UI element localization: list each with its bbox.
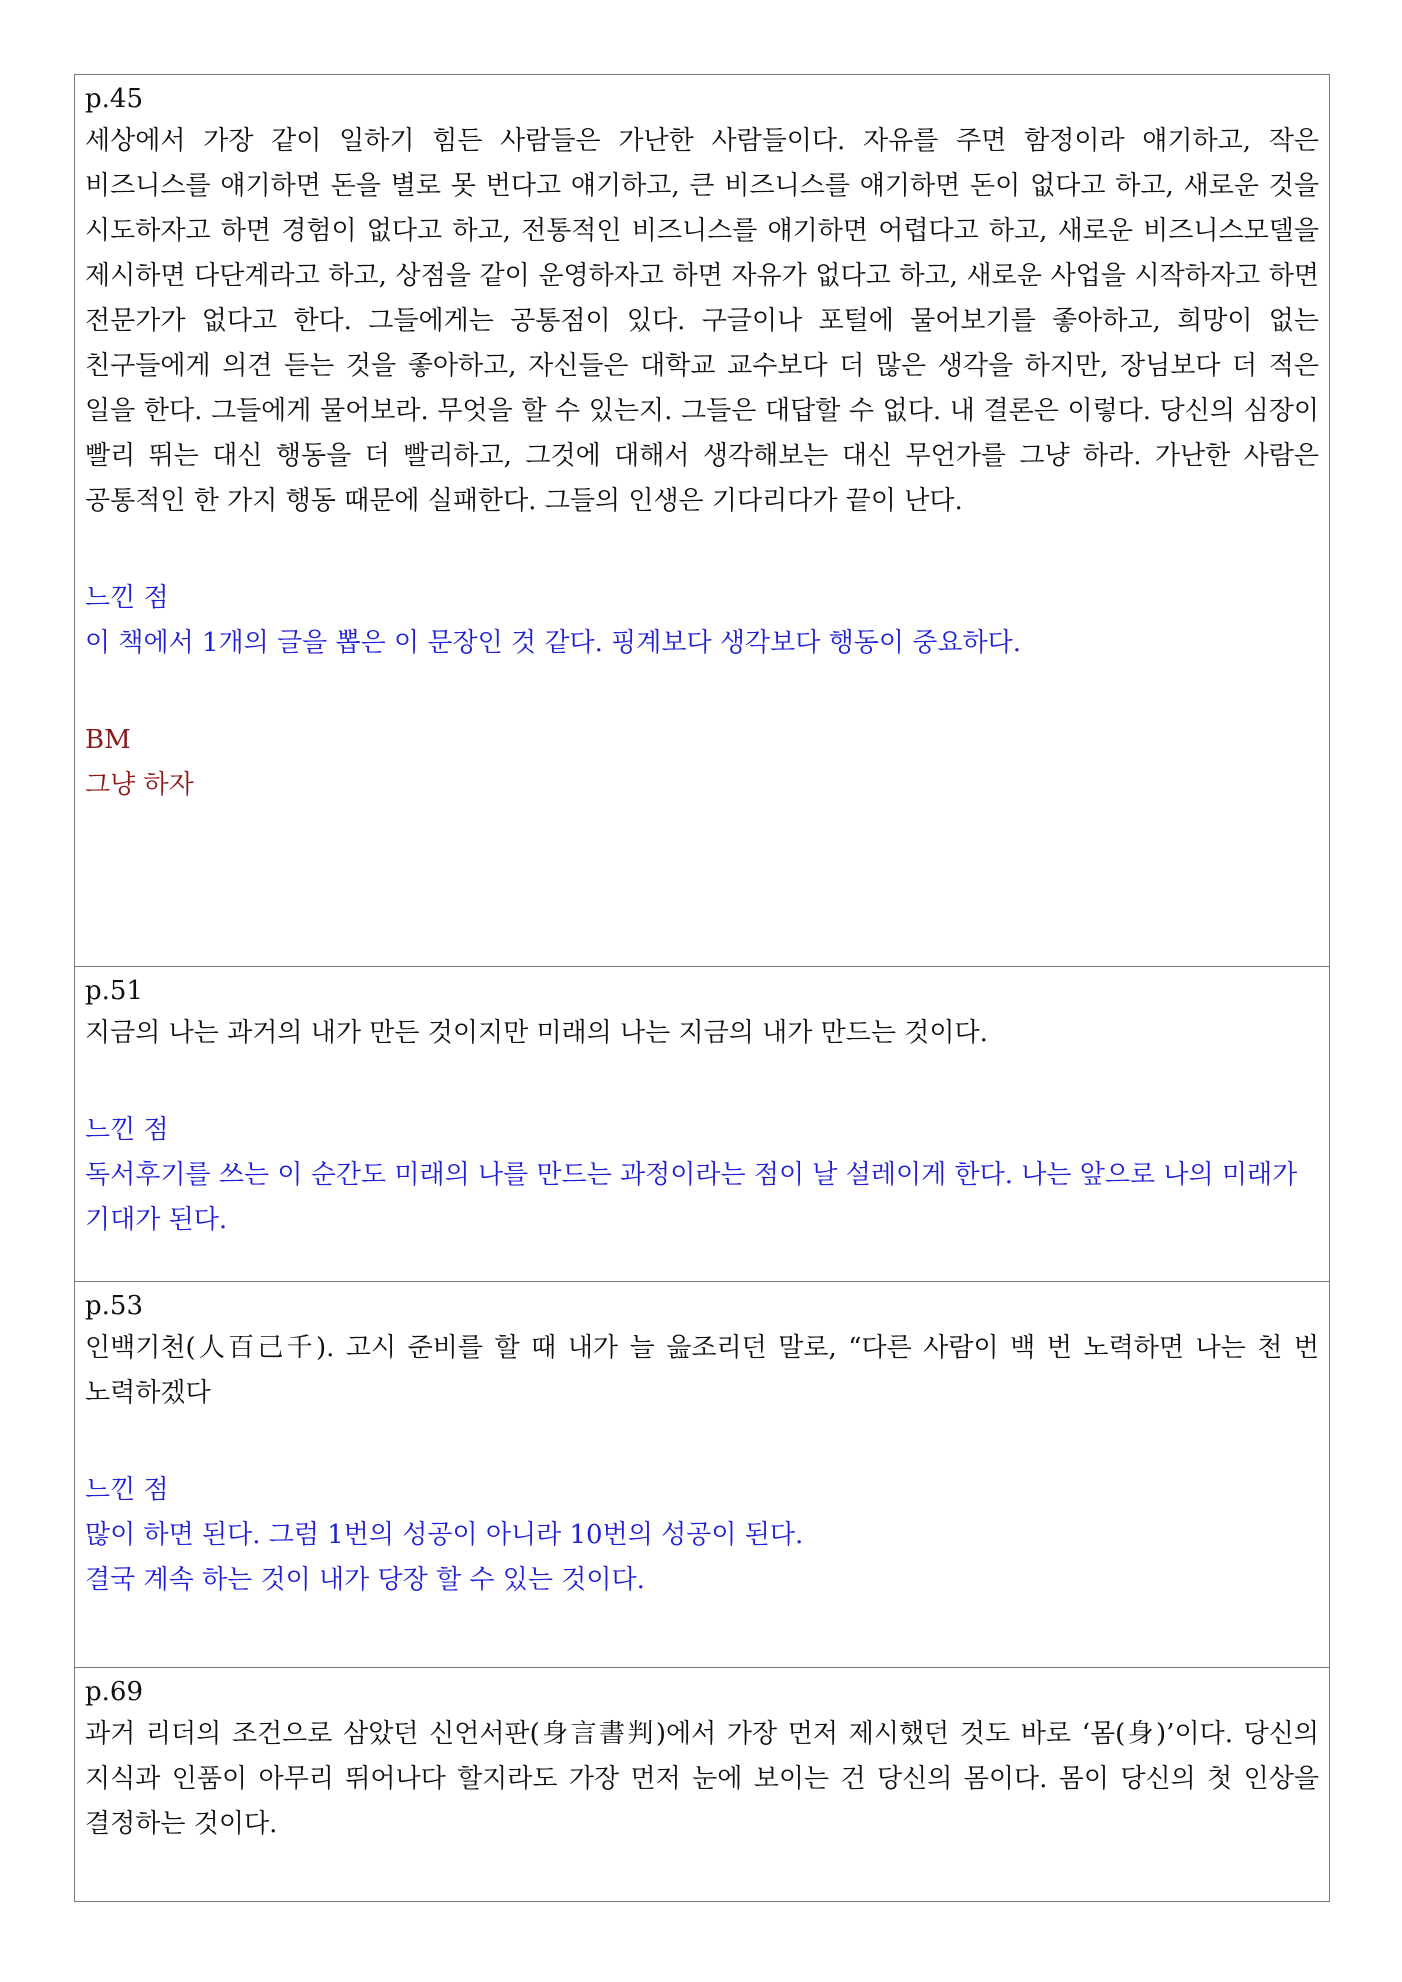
impression-text: 독서후기를 쓰는 이 순간도 미래의 나를 만드는 과정이라는 점이 날 설레이게 한다. 나는 앞으로 나의 미래가 기대가 된다. xyxy=(85,1160,1298,1235)
bm-text: 그냥 하자 xyxy=(85,770,194,800)
impression-text: 많이 하면 된다. 그럼 1번의 성공이 아니라 10번의 성공이 된다. xyxy=(85,1520,804,1550)
spacer xyxy=(85,1416,1319,1468)
page-number: p.51 xyxy=(85,976,143,1006)
quote-text: 세상에서 가장 같이 일하기 힘든 사람들은 가난한 사람들이다. 자유를 주면 함정이라 얘기하고, 작은 비즈니스를 얘기하면 돈을 별로 못 번다고 얘기하고, 큰 비즈니스를 얘기하면 돈이 없다고 하고, 새로운 것을 시도하자고 하면 경험이 없다고 하고, 전통적인 비즈니스를 얘기하면 어렵다고 하고, 새로운 비즈니스모델을 제시하면 다단계라고 하고, 상점을 같이 운영하자고 하면 자유가 없다고 하고, 새로운 사업을 시작하자고 하면 전문가가 없다고 한다. 그들에게는 공통점이 있다. 구글이나 포털에 물어보기를 좋아하고, 희망이 없는 친구들에게 의견 듣는 것을 좋아하고, 자신들은 대학교 교수보다 더 많은 생각을 하지만, 장님보다 더 적은 일을 한다. 그들에게 물어보라. 무엇을 할 수 있는지. 그들은 대답할 수 없다. 내 결론은 이렇다. 당신의 심장이 빨리 뛰는 대신 행동을 더 빨리하고, 그것에 대해서 생각해보는 대신 무언가를 그냥 하라. 가난한 사람은 공통적인 한 가지 행동 때문에 실패한다. 그들의 인생은 기다리다가 끝이 난다. xyxy=(85,126,1319,516)
impression-text: 결국 계속 하는 것이 내가 당장 할 수 있는 것이다. xyxy=(85,1565,645,1595)
document-page xyxy=(74,74,1330,1902)
note-cell-p51 xyxy=(75,967,1330,1282)
note-row xyxy=(75,75,1330,967)
quote-text: 인백기천(人百己千). 고시 준비를 할 때 내가 늘 읊조리던 말로, “다른 사람이 백 번 노력하면 나는 천 번 노력하겠다 xyxy=(85,1333,1319,1408)
notes-table xyxy=(74,74,1330,1902)
impression-text: 이 책에서 1개의 글을 뽑은 이 문장인 것 같다. 핑계보다 생각보다 행동이 중요하다. xyxy=(85,628,1021,658)
note-cell-p45 xyxy=(75,75,1330,967)
spacer xyxy=(85,1056,1319,1108)
quote-text: 지금의 나는 과거의 내가 만든 것이지만 미래의 나는 지금의 내가 만드는 것이다. xyxy=(85,1018,988,1048)
impression-heading: 느낀 점 xyxy=(85,1115,169,1145)
page-number: p.45 xyxy=(85,84,143,114)
spacer xyxy=(85,524,1319,576)
note-cell-p69 xyxy=(75,1668,1330,1902)
note-row xyxy=(75,967,1330,1282)
spacer xyxy=(85,666,1319,718)
impression-heading: 느낀 점 xyxy=(85,583,169,613)
note-cell-p53 xyxy=(75,1282,1330,1668)
impression-heading: 느낀 점 xyxy=(85,1475,169,1505)
note-row xyxy=(75,1668,1330,1902)
bm-heading: BM xyxy=(85,725,131,755)
note-row xyxy=(75,1282,1330,1668)
page-number: p.69 xyxy=(85,1677,143,1707)
page-number: p.53 xyxy=(85,1291,143,1321)
quote-text: 과거 리더의 조건으로 삼았던 신언서판(身言書判)에서 가장 먼저 제시했던 것도 바로 ‘몸(身)’이다. 당신의 지식과 인품이 아무리 뛰어나다 할지라도 가장 먼저 눈에 보이는 건 당신의 몸이다. 몸이 당신의 첫 인상을 결정하는 것이다. xyxy=(85,1719,1319,1839)
